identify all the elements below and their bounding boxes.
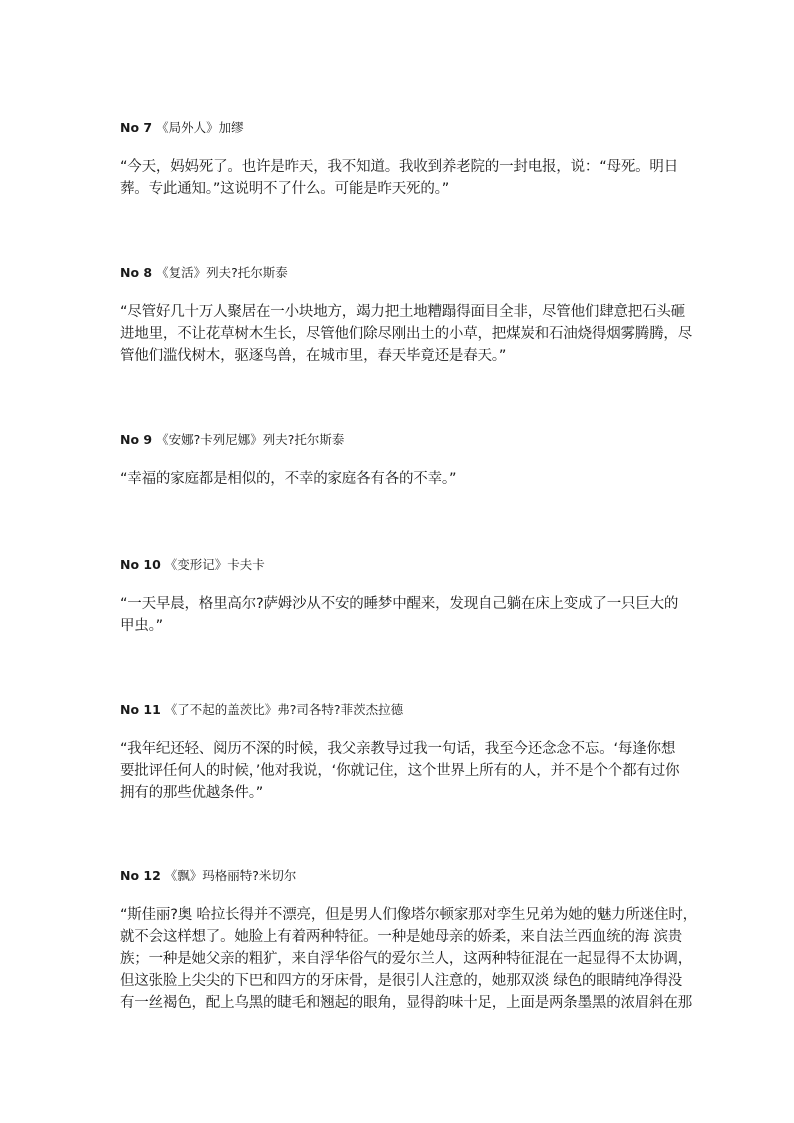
quote-line: 就不会这样想了。她脸上有着两种特征。一种是她母亲的娇柔，来自法兰西血统的海 滨贵 [120, 929, 683, 945]
entry-title: 《变形记》卡夫卡 [164, 557, 265, 572]
quote-line: 族；一种是她父亲的粗犷，来自浮华俗气的爱尔兰人，这两种特征混在一起显得不太协调， [120, 951, 692, 967]
entry-title: 《飘》玛格丽特?米切尔 [164, 868, 297, 883]
entry-no-7 [120, 120, 680, 200]
quote-line: 但这张脸上尖尖的下巴和四方的牙床骨，是很引人注意的，她那双淡 绿色的眼睛纯净得没 [120, 973, 683, 989]
entry-quote [120, 301, 692, 367]
entry-number: No 10 [120, 557, 161, 572]
quote-line: 葬。专此通知。”这说明不了什么。可能是昨天死的。” [120, 181, 450, 197]
entry-title: 《局外人》加缪 [156, 120, 244, 135]
quote-line: 甲虫。” [120, 618, 163, 634]
entry-no-8 [120, 265, 692, 367]
entry-title: 《复活》列夫?托尔斯泰 [156, 265, 288, 280]
entry-number: No 11 [120, 702, 161, 717]
entry-no-10 [120, 557, 680, 637]
entry-quote [120, 904, 697, 1014]
entry-number: No 12 [120, 868, 161, 883]
entry-heading [120, 868, 680, 884]
quote-line: 进地里，不让花草树木生长，尽管他们除尽刚出土的小草，把煤炭和石油烧得烟雾腾腾，尽 [120, 326, 692, 342]
quote-line: 拥有的那些优越条件。” [120, 785, 264, 801]
entry-number: No 9 [120, 432, 153, 447]
entry-heading [120, 265, 680, 281]
quote-line: “我年纪还轻、阅历不深的时候，我父亲教导过我一句话，我至今还念念不忘。‘每逢你想 [120, 741, 676, 757]
entry-heading [120, 702, 680, 718]
entry-quote [120, 738, 680, 804]
entry-title: 《安娜?卡列尼娜》列夫?托尔斯泰 [156, 432, 345, 447]
quote-line: 要批评任何人的时候，’他对我说，‘你就记住，这个世界上所有的人，并不是个个都有过你 [120, 763, 680, 779]
quote-line: “幸福的家庭都是相似的，不幸的家庭各有各的不幸。” [120, 471, 457, 487]
entry-heading [120, 557, 680, 573]
entry-title: 《了不起的盖茨比》弗?司各特?菲茨杰拉德 [164, 702, 404, 717]
entry-no-12 [120, 868, 697, 1014]
entry-quote [120, 593, 680, 637]
entry-heading [120, 432, 680, 448]
quote-line: “今天，妈妈死了。也许是昨天，我不知道。我收到养老院的一封电报，说：“母死。明日 [120, 159, 679, 175]
entry-no-11 [120, 702, 680, 804]
entry-number: No 8 [120, 265, 153, 280]
quote-line: 有一丝褐色，配上乌黑的睫毛和翘起的眼角，显得韵味十足，上面是两条墨黑的浓眉斜在那 [120, 995, 692, 1011]
entry-quote [120, 156, 680, 200]
entry-no-9 [120, 432, 680, 490]
quote-line: “斯佳丽?奥 哈拉长得并不漂亮，但是男人们像塔尔顿家那对孪生兄弟为她的魅力所迷住时， [120, 907, 697, 923]
quote-line: 管他们滥伐树木，驱逐鸟兽，在城市里，春天毕竟还是春天。” [120, 348, 507, 364]
entry-quote [120, 468, 680, 490]
entry-number: No 7 [120, 120, 153, 135]
quote-line: “尽管好几十万人聚居在一小块地方，竭力把土地糟蹋得面目全非，尽管他们肆意把石头砸 [120, 304, 686, 320]
entry-heading [120, 120, 680, 136]
quote-line: “一天早晨，格里高尔?萨姆沙从不安的睡梦中醒来，发现自己躺在床上变成了一只巨大的 [120, 596, 679, 612]
